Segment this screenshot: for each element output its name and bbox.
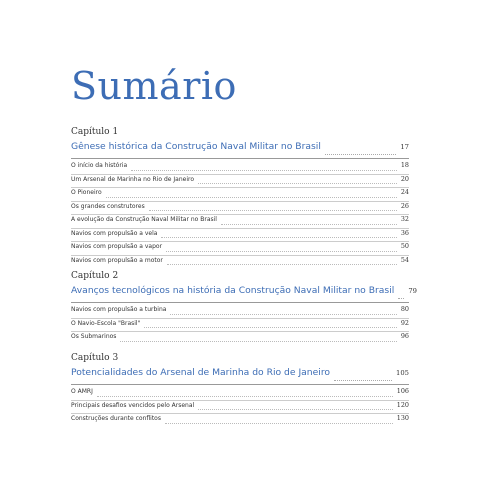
page-number: 54: [400, 255, 409, 264]
chapter-2-section: [71, 270, 417, 345]
page-number: 32: [400, 215, 409, 223]
page-title: Sumário: [71, 64, 237, 108]
dot-leader: [325, 149, 396, 155]
chapter-title[interactable]: Gênese histórica da Construção Naval Militar no Brasil: [71, 141, 321, 152]
page-number: 92: [400, 318, 409, 327]
chapter-label: Capítulo 3: [71, 353, 119, 363]
entry-title[interactable]: Navios com propulsão a vela: [71, 229, 158, 237]
toc-entry[interactable]: [71, 319, 409, 333]
page-number: 106: [396, 387, 409, 395]
page-number: 24: [400, 188, 409, 196]
toc-entry[interactable]: [71, 242, 409, 256]
entry-title[interactable]: O AMRJ: [71, 388, 93, 395]
chapter-heading[interactable]: [71, 285, 417, 303]
chapter-title[interactable]: Potencialidades do Arsenal de Marinha do Rio de Janeiro: [71, 367, 331, 378]
dot-leader: [398, 293, 404, 299]
toc-entry[interactable]: [71, 202, 409, 216]
dot-leader: [221, 220, 397, 225]
page-number: 96: [400, 332, 409, 340]
dot-leader: [144, 323, 397, 328]
dot-leader: [170, 310, 396, 315]
dot-leader: [131, 166, 397, 171]
entry-title[interactable]: Construções durante conflitos: [71, 415, 161, 422]
dot-leader: [166, 247, 397, 252]
dot-leader: [149, 206, 397, 211]
page-number: 120: [396, 400, 409, 409]
dot-leader: [198, 405, 393, 410]
entry-title[interactable]: Principais desafios vencidos pelo Arsenal: [71, 401, 195, 409]
chapter-heading[interactable]: [71, 367, 409, 385]
page-number: 79: [408, 287, 417, 295]
page-number: 130: [396, 414, 409, 422]
entry-title[interactable]: O Pioneiro: [71, 189, 102, 196]
page-number: 18: [400, 161, 409, 169]
dot-leader: [165, 419, 393, 424]
toc-entry[interactable]: [71, 161, 409, 175]
entry-title[interactable]: Navios com propulsão a turbina: [71, 306, 167, 313]
chapter-label: Capítulo 2: [71, 271, 119, 281]
entry-title[interactable]: Os Submarinos: [71, 333, 117, 340]
page-number: 17: [400, 143, 409, 151]
toc-entry[interactable]: [71, 229, 409, 243]
dot-leader: [97, 392, 393, 397]
entry-title[interactable]: Navios com propulsão a vapor: [71, 243, 163, 250]
entry-title[interactable]: Os grandes construtores: [71, 202, 145, 210]
entry-title[interactable]: A evolução da Construção Naval Militar no Brasil: [71, 216, 217, 223]
chapter-1-section: [71, 126, 409, 268]
chapter-3-section: [71, 352, 409, 427]
entry-title[interactable]: O Navio-Escola "Brasil": [71, 319, 141, 327]
toc-entry[interactable]: [71, 215, 409, 229]
toc-entry[interactable]: [71, 188, 409, 202]
entry-title[interactable]: O início da história: [71, 162, 128, 169]
dot-leader: [198, 179, 397, 184]
dot-leader: [334, 375, 392, 381]
toc-entry[interactable]: [71, 175, 409, 189]
toc-entry[interactable]: [71, 387, 409, 401]
page-number: 50: [400, 242, 409, 250]
toc-entry[interactable]: [71, 256, 409, 269]
chapter-heading[interactable]: [71, 141, 409, 159]
entry-title[interactable]: Um Arsenal de Marinha no Rio de Janeiro: [71, 175, 194, 183]
dot-leader: [167, 260, 397, 265]
page-number: 105: [396, 369, 409, 377]
dot-leader: [120, 337, 396, 342]
chapter-title[interactable]: Avanços tecnológicos na história da Construção Naval Militar no Brasil: [71, 285, 395, 296]
toc-entry[interactable]: [71, 305, 409, 319]
toc-entry[interactable]: [71, 414, 409, 427]
chapter-label: Capítulo 1: [71, 127, 119, 137]
toc-entry[interactable]: [71, 401, 409, 415]
page-number: 36: [400, 228, 409, 237]
entry-title[interactable]: Navios com propulsão a motor: [71, 256, 163, 264]
page-number: 26: [400, 201, 409, 210]
dot-leader: [106, 193, 397, 198]
dot-leader: [161, 233, 396, 238]
page-number: 80: [400, 305, 409, 313]
toc-entry[interactable]: [71, 332, 409, 345]
page-number: 20: [400, 174, 409, 183]
